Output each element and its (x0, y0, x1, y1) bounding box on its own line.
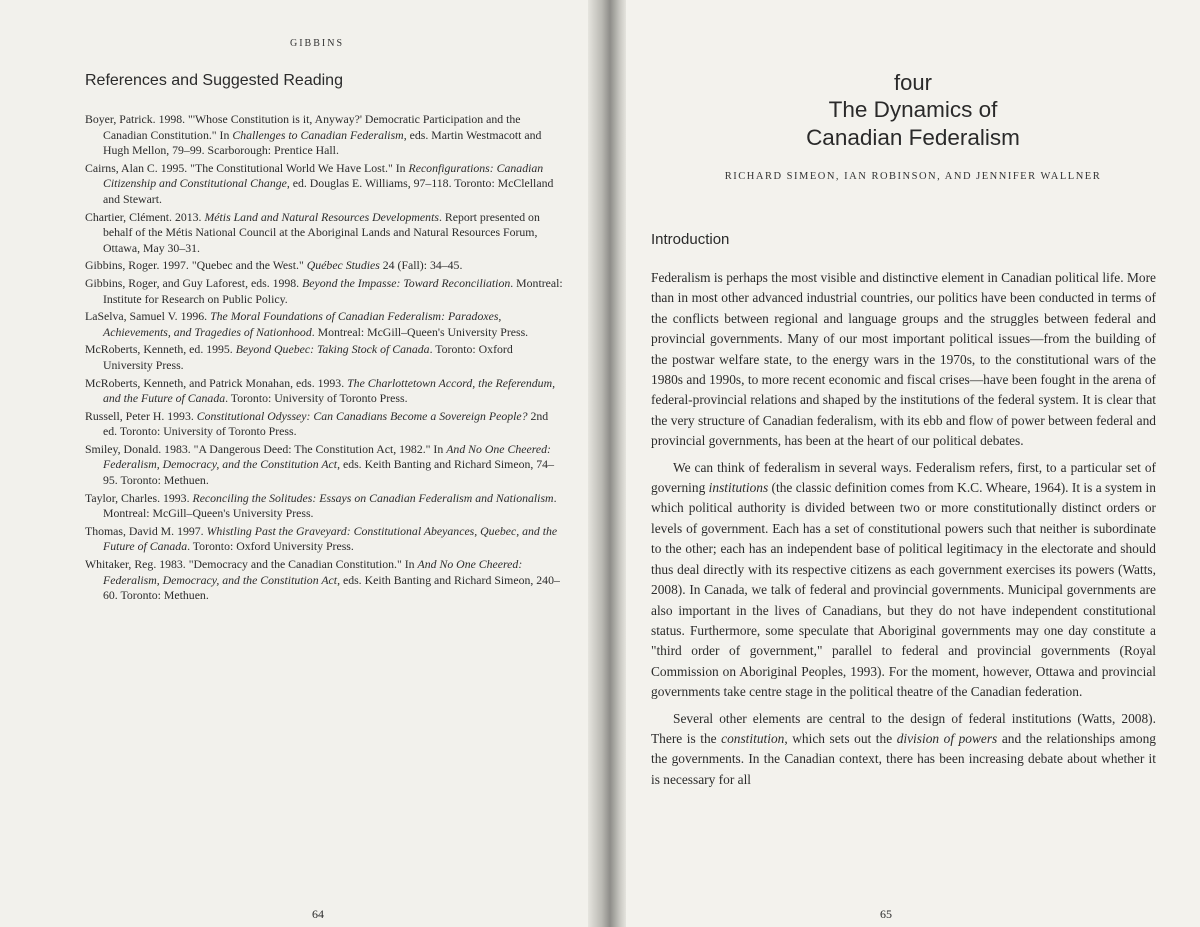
reference-title: And No One Cheered: Federalism, Democracy, and the Constitution Act (103, 557, 523, 587)
reference-title: Reconfigurations: Canadian Citizenship and Constitutional Change (103, 160, 544, 191)
reference-entry (85, 491, 563, 522)
chapter-number: four (894, 70, 932, 95)
reference-text: , ed. Douglas E. Williams, 97–118. Toronto: McClelland and Stewart. (103, 176, 554, 206)
reference-text: Smiley, Donald. 1983. "A Dangerous Deed: The Constitution Act, 1982." In (85, 441, 447, 456)
book-gutter (588, 0, 628, 927)
references-list (85, 112, 563, 606)
reference-title: Beyond the Impasse: Toward Reconciliation (302, 275, 511, 290)
reference-text: 2nd ed. Toronto: University of Toronto Press. (103, 408, 549, 439)
chapter-title-line1: The Dynamics of (828, 97, 998, 122)
paragraph-3-text-b: , which sets out the (784, 730, 897, 746)
reference-text: . Montreal: Institute for Research on Public Policy. (103, 275, 563, 306)
reference-title: The Moral Foundations of Canadian Federalism: Paradoxes, Achievements, and Tragedies of Nationhood (103, 309, 502, 339)
reference-text: Boyer, Patrick. 1998. "'Whose Constitution is it, Anyway?' Democratic Participation and the Canadian Constitution." In (85, 112, 521, 142)
reference-text: , eds. Keith Banting and Richard Simeon, 240–60. Toronto: Methuen. (103, 572, 560, 603)
reference-entry (85, 210, 563, 257)
reference-entry (85, 376, 563, 407)
chapter-title-line2: Canadian Federalism (806, 125, 1020, 150)
reference-text: 24 (Fall): 34–45. (379, 258, 463, 273)
reference-text: Cairns, Alan C. 1995. "The Constitutional World We Have Lost." In (85, 160, 409, 175)
reference-title: The Charlottetown Accord, the Referendum, and the Future of Canada (103, 375, 556, 406)
reference-text: McRoberts, Kenneth, and Patrick Monahan, eds. 1993. (85, 375, 348, 390)
reference-title: Constitutional Odyssey: Can Canadians Become a Sovereign People? (196, 408, 528, 423)
reference-title: Beyond Quebec: Taking Stock of Canada (235, 342, 430, 357)
reference-text: . Montreal: McGill–Queen's University Press. (311, 324, 529, 339)
reference-text: Whitaker, Reg. 1983. "Democracy and the Canadian Constitution." In (85, 557, 418, 572)
left-page (0, 0, 598, 927)
reference-text: , eds. Martin Westmacott and Hugh Mellon, 79–99. Scarborough: Prentice Hall. (103, 127, 542, 158)
reference-entry (85, 557, 563, 604)
chapter-title (626, 96, 1200, 152)
paragraph-1: Federalism is perhaps the most visible and distinctive element in Canadian political life. More than in most other advanced industrial countries, our politics have been conducted in terms of the conflicts between regional and language groups and the struggles between federal and provincial governments. Many of our most important political issues—from the building of the postwar welfare state, to the energy wars in the 1970s, to the constitutional wars of the 1980s and 1990s, to more recent economic and fiscal crises—have been fought in the arena of federal-provincial relations and shaped by the institutions of the federal system. It is clear that the very structure of Canadian federalism, with its ebb and flow of power between federal and provincial governments, has been at the heart of our political debates. (651, 270, 1156, 449)
reference-title: Challenges to Canadian Federalism (232, 127, 404, 142)
reference-entry (85, 524, 563, 555)
reference-title: Whistling Past the Graveyard: Constitutional Abeyances, Quebec, and the Future of Canada (103, 523, 558, 554)
paragraph-3-emphasis-1: constitution (721, 730, 785, 746)
reference-title: Reconciling the Solitudes: Essays on Canadian Federalism and Nationalism (192, 490, 554, 505)
paragraph-3-text-a: Several other elements are central to the design of federal institutions (Watts, 2008). There is the (651, 710, 1156, 746)
paragraph-3-emphasis-2: division of powers (896, 730, 998, 746)
reference-text: . Toronto: Oxford University Press. (103, 342, 513, 372)
reference-text: . Toronto: Oxford University Press. (187, 539, 354, 554)
references-heading: References and Suggested Reading (85, 72, 343, 89)
reference-text: Taylor, Charles. 1993. (85, 490, 193, 505)
paragraph-3 (651, 709, 1156, 791)
reference-text: Chartier, Clément. 2013. (85, 209, 205, 224)
reference-entry (85, 112, 563, 159)
reference-entry (85, 161, 563, 208)
body-text (651, 268, 1156, 796)
reference-title: Québec Studies (306, 258, 380, 273)
paragraph-2-text-b: (the classic definition comes from K.C. Wheare, 1964). It is a system in which political authority is divided between two or more constitutionally distinct orders or levels of government. Each has a set of constitutional powers such that neither is subordinate to the other; each has an independent base of political legitimacy in the electorate and should thus deal directly with its respective citizens as each government exercises its powers (Watts, 2008). In Canada, we talk of federal and provincial governments. Municipal governments are also important in the lives of Canadians, but they do not have independent constitutional status. Furthermore, some speculate that Aboriginal governments may one day constitute a "third order of government," parallel to federal and provincial governments (Royal Commission on Aboriginal Peoples, 1993). For the moment, however, Ottawa and provincial governments take centre stage in the political theatre of the Canadian federation. (651, 480, 1156, 700)
reference-entry (85, 442, 563, 489)
paragraph-2-text-a: We can think of federalism in several ways. Federalism refers, first, to a particular set of governing (651, 459, 1156, 496)
reference-entry (85, 258, 563, 274)
chapter-authors: RICHARD SIMEON, IAN ROBINSON, AND JENNIFER WALLNER (724, 171, 1102, 182)
paragraph-2-emphasis: institutions (708, 480, 769, 496)
section-heading: Introduction (651, 231, 730, 248)
reference-text: . Report presented on behalf of the Métis National Council at the Aboriginal Lands and Natural Resources Forum, Ottawa, May 30–31. (103, 209, 540, 255)
reference-title: And No One Cheered: Federalism, Democracy, and the Constitution Act (103, 441, 551, 472)
reference-text: Gibbins, Roger. 1997. "Quebec and the West." (85, 258, 307, 273)
reference-entry (85, 276, 563, 307)
reference-entry (85, 309, 563, 340)
reference-text: , eds. Keith Banting and Richard Simeon, 74–95. Toronto: Methuen. (103, 457, 554, 488)
reference-text: LaSelva, Samuel V. 1996. (85, 309, 211, 324)
page-number-left: 64 (312, 907, 324, 921)
reference-text: . Toronto: University of Toronto Press. (225, 391, 408, 406)
paragraph-3-text-c: and the relationships among the governments. In the Canadian context, there has been increasing debate about whether it is necessary for all (651, 730, 1156, 787)
page-number-right: 65 (880, 907, 892, 921)
reference-entry (85, 409, 563, 440)
reference-text: Gibbins, Roger, and Guy Laforest, eds. 1998. (85, 275, 303, 290)
paragraph-2 (651, 458, 1156, 703)
reference-title: Métis Land and Natural Resources Developments (204, 209, 439, 224)
reference-text: . Montreal: McGill–Queen's University Press. (103, 490, 557, 521)
right-page (626, 0, 1200, 927)
reference-text: Thomas, David M. 1997. (85, 523, 207, 538)
reference-text: McRoberts, Kenneth, ed. 1995. (85, 342, 236, 357)
running-head: GIBBINS (290, 38, 345, 49)
reference-entry (85, 342, 563, 373)
reference-text: Russell, Peter H. 1993. (85, 408, 197, 423)
